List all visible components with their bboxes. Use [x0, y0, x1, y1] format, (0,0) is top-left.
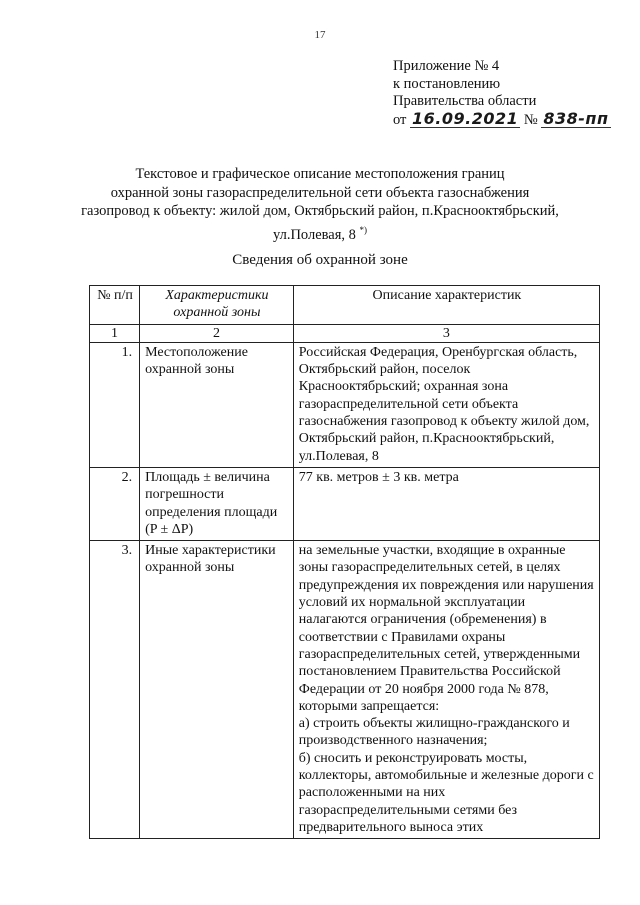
row-characteristic: Площадь ± величина погрешности определения площади (P ± ΔP)	[140, 467, 294, 540]
title-line-1: Текстовое и графическое описание местоположения границ	[135, 166, 505, 182]
from-label: от	[393, 111, 407, 128]
table-row	[90, 467, 600, 540]
column-number-row	[90, 324, 600, 342]
appendix-line-1: Приложение № 4	[393, 58, 500, 74]
page-number: 17	[314, 29, 326, 41]
appendix-date-line	[393, 108, 611, 130]
appendix-block	[393, 58, 611, 129]
appendix-line-2: к постановлению	[393, 75, 501, 92]
column-number: 2	[140, 324, 294, 342]
row-characteristic: Местоположение охранной зоны	[140, 342, 294, 467]
document-title	[60, 165, 580, 244]
footnote-mark: *)	[359, 224, 368, 235]
column-number: 1	[90, 324, 140, 342]
header-num: № п/п	[90, 286, 140, 325]
title-line-4	[60, 221, 580, 244]
row-description: 77 кв. метров ± 3 кв. метра	[293, 467, 599, 540]
header-description: Описание характеристик	[293, 286, 599, 325]
number-label: №	[523, 111, 538, 128]
row-number: 1.	[90, 342, 140, 467]
handwritten-number: 838-пп	[543, 108, 609, 128]
table-row	[90, 541, 600, 839]
table-header-row	[90, 286, 600, 325]
header-characteristic: Характеристики охранной зоны	[140, 286, 294, 325]
section-subtitle: Сведения об охранной зоне	[232, 252, 408, 268]
row-description: на земельные участки, входящие в охранные зоны газораспределительных сетей, в целях предупреждения их повреждения или нарушения условий их нормальной эксплуатации налагаются ограничения (обременения) в соответствии с Правилами охраны газораспределительных сетей, утвержденными постановлением Правительства Российской Федерации от 20 ноября 2000 года № 878, которыми запрещается: а) строить объекты жилищно-гражданского и производственного назначения; б) сносить и реконструировать мосты, коллекторы, автомобильные и железные дороги с расположенными на них газораспределительными сетями без предварительного выноса этих	[293, 541, 599, 839]
table-row	[90, 342, 600, 467]
handwritten-date: 16.09.2021	[412, 108, 519, 128]
title-line-3: газопровод к объекту: жилой дом, Октябрьский район, п.Краснооктябрьский,	[81, 203, 559, 219]
row-characteristic: Иные характеристики охранной зоны	[140, 541, 294, 839]
column-number: 3	[293, 324, 599, 342]
row-description: Российская Федерация, Оренбургская область, Октябрьский район, поселок Краснооктябрьский; охранная зона газораспределительной сети объекта газоснабжения газопровод к объекту жилой дом, Октябрьский район, п.Краснооктябрьский, ул.Полевая, 8	[293, 342, 599, 467]
row-number: 3.	[90, 541, 140, 839]
appendix-line-3: Правительства области	[393, 93, 537, 109]
title-line-2: охранной зоны газораспределительной сети объекта газоснабжения	[110, 184, 530, 201]
title-line-4-text: ул.Полевая, 8	[272, 226, 356, 243]
zone-info-table	[89, 285, 600, 839]
row-number: 2.	[90, 467, 140, 540]
